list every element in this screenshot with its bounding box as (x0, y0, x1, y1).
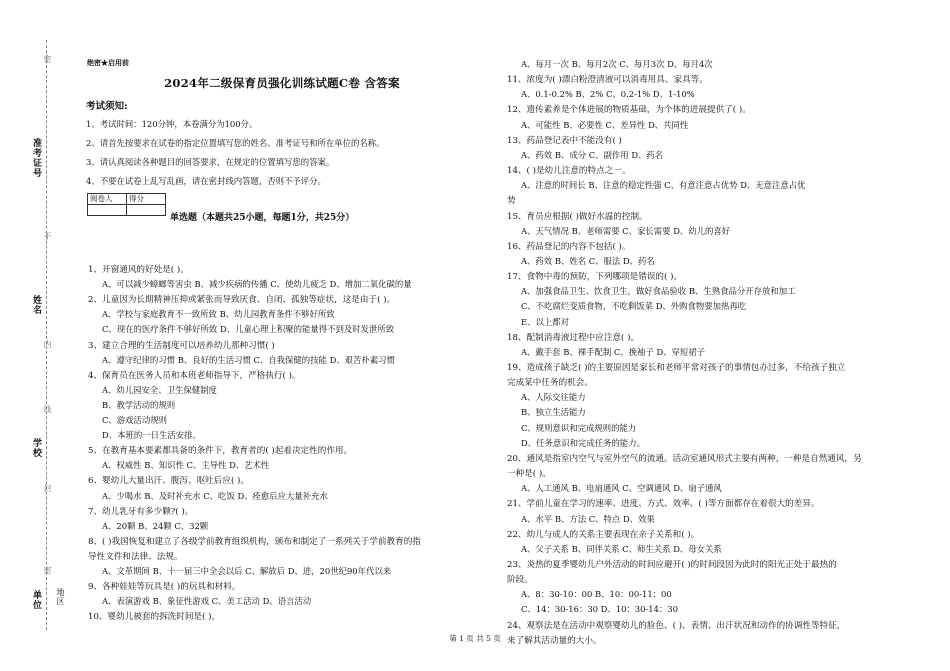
answer-option-line: A、学校与家庭教育不一致所致 B、幼儿园教育条件不够好所致 (102, 309, 335, 320)
seal-word: 密 (43, 55, 52, 63)
notice-rule: 3、请认真阅读各种题目的回答要求，在规定的位置填写您的答案。 (86, 157, 335, 167)
answer-option-line: A、父子关系 B、同伴关系 C、师生关系 D、母女关系 (521, 543, 722, 554)
question-line: 阶段。 (507, 575, 533, 586)
answer-option-line: A、幼儿园安全、卫生保健制度 (102, 384, 217, 395)
question-line: 16、药品登记的内容不包括( )。 (507, 241, 631, 252)
answer-option-line: A、表演游戏 B、象征性游戏 C、美工活动 D、语言活动 (102, 596, 312, 607)
answer-option-line: A、水平 B、方法 C、特点 D、效果 (521, 513, 655, 524)
answer-option-line: A、药效 B、姓名 C、服法 D、药名 (521, 255, 655, 266)
grader-cell: 阅卷人 (88, 194, 127, 205)
answer-option-line: A、加强食品卫生、饮食卫生，做好食品验收 B、生熟食品分开存放和加工 (521, 286, 796, 297)
question-line: 7、幼儿乳牙有多少颗?( )。 (88, 506, 194, 517)
seal-line (46, 40, 47, 630)
answer-option-line: A、注意的时间长 B、注意的稳定性强 C、有意注意占优势 D、无意注意占优 (521, 180, 806, 191)
question-line: 导性文件和法律、法规。 (88, 551, 183, 562)
question-line: 5、在教育基本要素都具备的条件下，教育者的( )起着决定性的作用。 (88, 446, 353, 457)
answer-option-line: A、天气情况 B、老师需要 C、家长需要 D、幼儿的喜好 (521, 225, 731, 236)
question-line: 一种是( )。 (507, 469, 551, 480)
binding-margin (0, 0, 70, 671)
seal-word: 线 (43, 405, 52, 413)
question-line: 来了解其活动量的大小。 (507, 635, 602, 646)
question-line: 6、婴幼儿大量出汗、腹泻、呕吐后应( )。 (88, 476, 249, 487)
name-label: 姓名 (31, 295, 41, 315)
answer-option-line: A、遵守纪律的习惯 B、良好的生活习惯 C、自我保健的技能 D、艰苦朴素习惯 (102, 354, 395, 365)
answer-option-line: A、8：30-10：00 B、10：00-11：00 (521, 589, 672, 600)
question-line: 17、食物中毒的预防，下列哪项是错误的( )。 (507, 272, 683, 283)
question-line: 22、幼儿与成人的关系主要表现在亲子关系和( )。 (507, 529, 700, 540)
answer-option-line: A、可能性 B、必要性 C、差异性 D、共同性 (521, 119, 689, 130)
unit-label: 单位 (31, 590, 41, 610)
notice-rule: 1、考试时间：120分钟，本卷满分为100分。 (86, 119, 258, 129)
answer-option-line: A、每月一次 B、每月2次 C、每月3次 D、每月4次 (521, 59, 713, 69)
question-line: 8、( )我国恢复和建立了各级学前教育组织机构，颁布和制定了一系列关于学前教育的指 (88, 536, 421, 547)
exam-number-label: 准考证号 (31, 138, 41, 178)
answer-option-line: A、0.1-0.2% B、2% C、0.2-1% D、1-10% (521, 89, 695, 100)
answer-option-line: E、以上都对 (521, 316, 569, 327)
answer-option-line: C、不吃腐烂变质食物，不吃剩饭菜 D、外购食物要加热再吃 (521, 301, 747, 312)
question-line: 4、保育员在医务人员和本班老师指导下，严格执行( )。 (88, 370, 301, 381)
answer-option-line: A、人际交往能力 (521, 392, 586, 403)
question-line: 11、浓度为( )漂白粉澄清液可以消毒用具、家具等。 (507, 75, 708, 86)
question-line: 13、药品登记表中不能没有( ) (507, 135, 622, 146)
notice-rule: 2、请首先按要求在试卷的指定位置填写您的姓名、准考证号和所在单位的名称。 (86, 138, 385, 148)
seal-word: 封 (43, 484, 52, 492)
question-line: 14、( )是幼儿注意的特点之一。 (507, 166, 631, 177)
section-heading: 单选题（本题共25小题，每题1分，共25分） (170, 213, 355, 223)
answer-option-line: C、现在的医疗条件不够好所致 D、儿童心理上积聚的能量得不到及时发泄所致 (102, 324, 395, 335)
answer-option-line: A、药效 B、成分 C、副作用 D、药名 (521, 149, 664, 160)
question-line: 2、儿童因为长期精神压抑或紧张而导致厌食、自闭、孤独等症状，这是由于( )。 (88, 295, 396, 306)
score-box (87, 193, 166, 216)
school-label: 学校 (31, 438, 41, 458)
region-label: 地区 (56, 588, 65, 606)
answer-option-line: A、文革期间 B、十一届三中全会以后 C、解放后 D、进，20世纪90年代以来 (102, 566, 392, 576)
question-line: 19、造成孩子缺乏( )的主要原因是家长和老师平常对孩子的事情包办过多，不给孩子独立 (507, 363, 846, 373)
page-footer: 第 1 页 共 5 页 (449, 634, 501, 643)
secret-mark: 绝密★启用前 (87, 58, 129, 67)
answer-option-line: D、任务意识和完成任务的能力。 (521, 437, 645, 448)
answer-option-line: B、教学活动的规则 (102, 399, 176, 410)
question-line: 23、炎热的夏季婴幼儿户外活动的时间应避开( )的时间段因为此时的阳光正处于最热的 (507, 559, 837, 570)
score-cell: 得分 (127, 194, 166, 205)
answer-option-line: C、14：30-16：30 D、10：30-14：30 (521, 604, 678, 615)
seal-word: 内 (43, 340, 52, 348)
question-line: 9、各种娃娃等玩具是( )的玩具和材料。 (88, 582, 241, 593)
answer-option-line: A、人工通风 B、电扇通风 C、空调通风 D、扇子通风 (521, 483, 722, 494)
question-line: 18、配制消毒液过程中应注意( )。 (507, 332, 640, 343)
answer-option-line: B、独立生活能力 (521, 407, 586, 418)
question-line: 21、学前儿童在学习的速率、进度、方式、效率、( )等方面都存在着很大的差异。 (507, 499, 820, 510)
question-line: 12、遗传素养是个体进展的物质基础，为个体的进展提供了( )。 (507, 105, 751, 116)
answer-option-line: A、少喝水 B、及时补充水 C、吃饭 D、痊愈后应大量补充水 (102, 490, 328, 501)
seal-word: 不 (43, 232, 52, 240)
question-line: 1、开窗通风的好处是( )。 (88, 265, 189, 275)
question-line: 24、观察法是在活动中观察婴幼儿的脸色、( )、表情、出汗状况和动作的协调性等特征， (507, 620, 846, 631)
answer-option-line: A、可以减少蟑螂等害虫 B、减少疾病的传播 C、使幼儿疲乏 D、增加二氧化碳的量 (102, 279, 412, 290)
question-line: 15、育员应根据( )做好水温的控制。 (507, 211, 648, 222)
seal-word: 密 (43, 566, 52, 574)
notice-heading: 考试须知: (86, 101, 128, 112)
answer-option-line: C、规则意识和完成规则的能力 (521, 422, 637, 433)
grader-blank (88, 205, 127, 216)
answer-option-line: D、本班的一日生活安排。 (102, 430, 201, 441)
question-line: 20、通风是指室内空气与室外空气的流通。活动室通风形式主要有两种，一种是自然通风，另 (507, 453, 862, 464)
question-line: 完成某中任务的机会。 (507, 378, 593, 389)
page-title: 2024年二级保育员强化训练试题C卷 含答案 (164, 76, 400, 90)
answer-option-line: A、权威性 B、知识性 C、主导性 D、艺术性 (102, 460, 270, 471)
question-line: 势 (507, 196, 516, 207)
answer-option-line: A、20颗 B、24颗 C、32颗 (102, 520, 209, 531)
question-line: 3、建立合理的生活制度可以培养幼儿那种习惯( ) (88, 340, 275, 351)
score-blank (127, 205, 166, 216)
answer-option-line: A、戴手套 B、裸手配制 C、挽袖子 D、穿短裙子 (521, 346, 706, 357)
answer-option-line: C、游戏活动规则 (102, 415, 168, 425)
question-line: 10、婴幼儿被套的拆洗时间是( )。 (88, 612, 221, 623)
notice-rule: 4、不要在试卷上乱写乱画，请在密封线内答题，否则不予评分。 (86, 176, 326, 186)
